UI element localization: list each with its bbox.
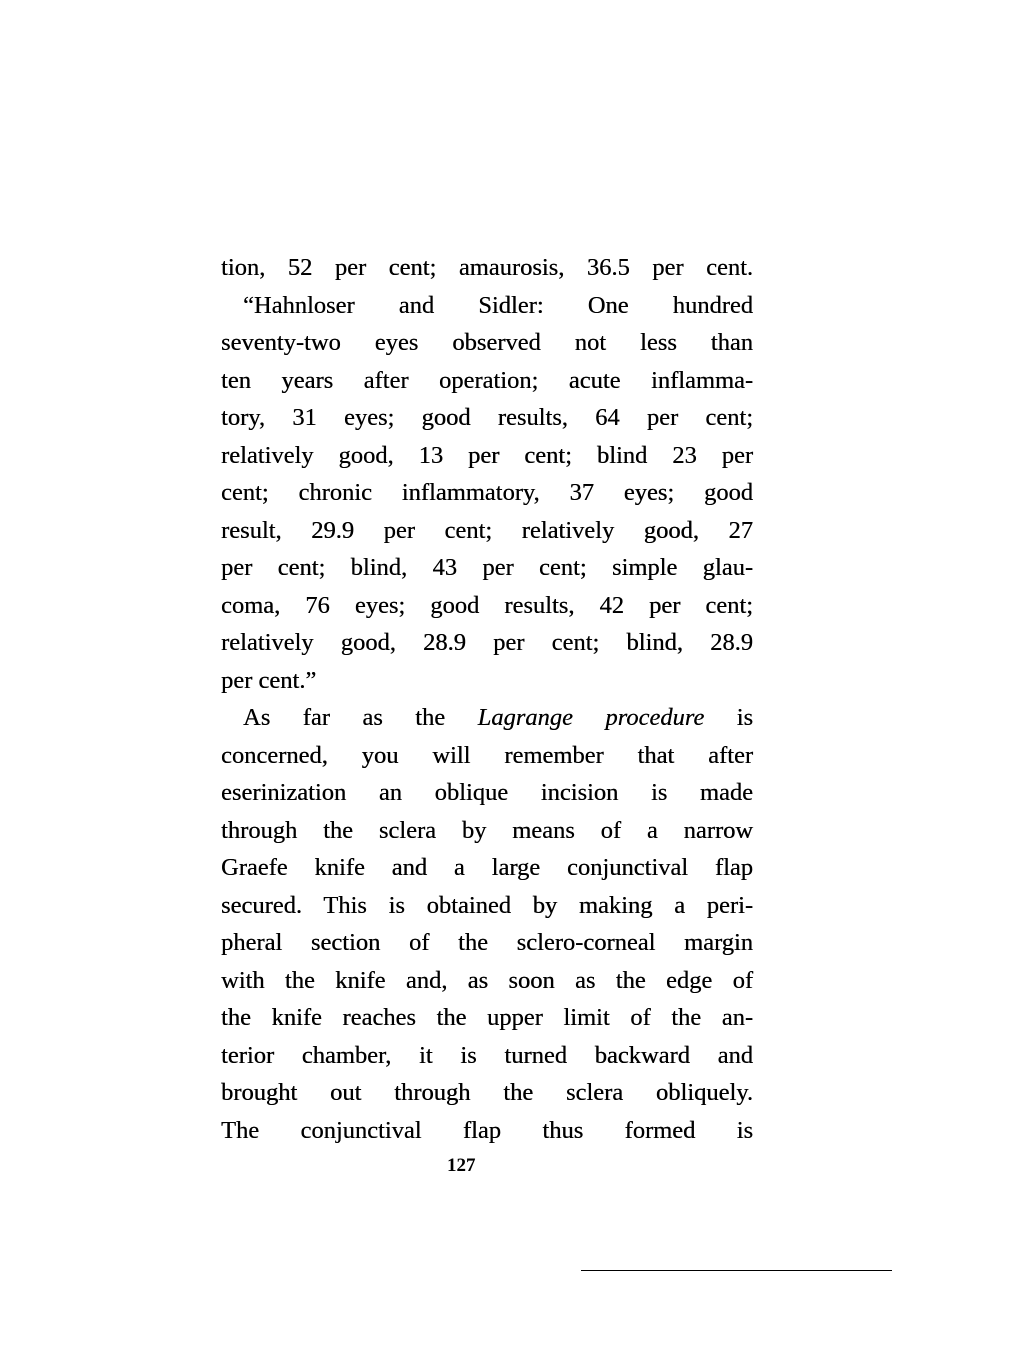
page-number: 127 — [447, 1155, 476, 1176]
text-line: coma, 76 eyes; good results, 42 per cent; — [221, 591, 753, 619]
text-line: brought out through the sclera obliquely. — [221, 1079, 753, 1106]
text-line: eserinization an oblique incision is made — [221, 779, 753, 806]
text-line: result, 29.9 per cent; relatively good, 27 — [221, 516, 753, 544]
text-line: ten years after operation; acute inflamma- — [221, 366, 753, 394]
text-line: tory, 31 eyes; good results, 64 per cent; — [221, 404, 753, 431]
text-line: terior chamber, it is turned backward and — [221, 1041, 753, 1069]
text-line: with the knife and, as soon as the edge of — [221, 966, 753, 994]
text-line: cent; chronic inflammatory, 37 eyes; good — [221, 479, 753, 506]
footer-rule — [581, 1270, 892, 1271]
text-line: through the sclera by means of a narrow — [221, 816, 753, 844]
italic-term: Lagrange procedure — [477, 704, 705, 731]
text-line: tion, 52 per cent; amaurosis, 36.5 per cent. — [221, 254, 753, 281]
text-line: seventy-two eyes observed not less than — [221, 329, 753, 356]
text-line: secured. This is obtained by making a peri- — [221, 891, 753, 919]
text-line: The conjunctival flap thus formed is — [221, 1116, 753, 1144]
body-text — [221, 249, 753, 1149]
text-line: “Hahnloser and Sidler: One hundred — [243, 291, 753, 319]
text-line: relatively good, 28.9 per cent; blind, 28.9 — [221, 629, 753, 656]
text-line: relatively good, 13 per cent; blind 23 per — [221, 441, 753, 469]
text-line: the knife reaches the upper limit of the an- — [221, 1004, 753, 1031]
text-line: pheral section of the sclero-corneal margin — [221, 929, 753, 956]
text-line: per cent; blind, 43 per cent; simple glau- — [221, 554, 753, 581]
text-segment: is — [704, 704, 753, 731]
text-line: per cent.” — [221, 666, 317, 694]
text-segment: As far as the — [243, 704, 478, 731]
text-line: concerned, you will remember that after — [221, 741, 753, 769]
text-line — [221, 699, 753, 737]
text-line: Graefe knife and a large conjunctival flap — [221, 854, 753, 881]
